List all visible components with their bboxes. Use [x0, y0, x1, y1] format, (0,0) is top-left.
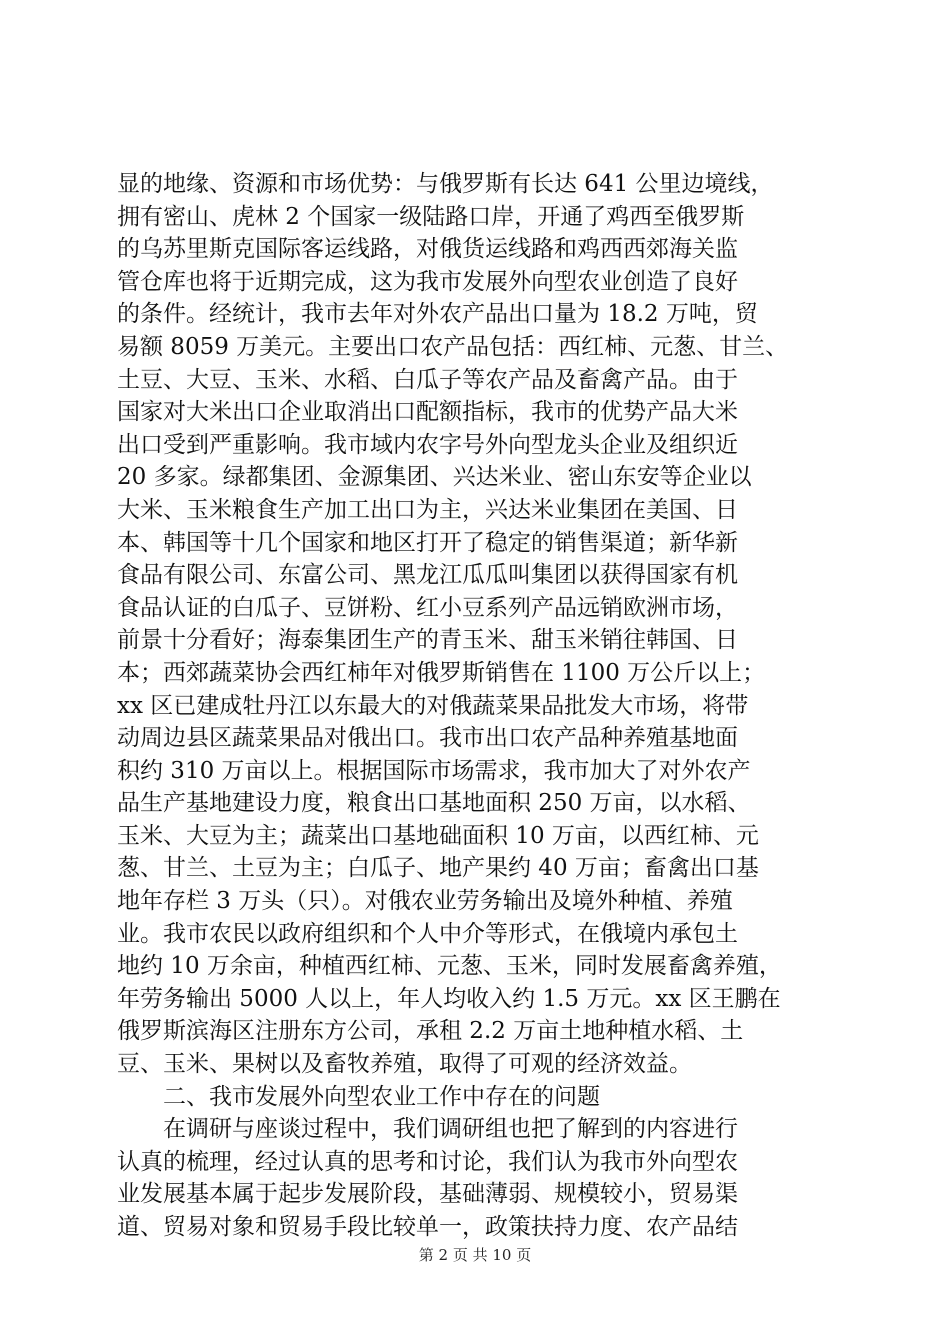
text-line: 本；西郊蔬菜协会西红柿年对俄罗斯销售在 1100 万公斤以上；	[117, 659, 766, 686]
text-line: 土豆、大豆、玉米、水稻、白瓜子等农产品及畜禽产品。由于	[117, 366, 738, 393]
text-line: xx 区已建成牡丹江以东最大的对俄蔬菜果品批发大市场，将带	[117, 692, 749, 719]
text-line: 业。我市农民以政府组织和个人中介等形式，在俄境内承包土	[117, 920, 738, 947]
text-line: 玉米、大豆为主；蔬菜出口基地础面积 10 万亩，以西红柿、元	[117, 822, 759, 849]
text-line: 业发展基本属于起步发展阶段，基础薄弱、规模较小，贸易渠	[117, 1181, 738, 1208]
text-line: 拥有密山、虎林 2 个国家一级陆路口岸，开通了鸡西至俄罗斯	[117, 203, 745, 230]
text-line: 豆、玉米、果树以及畜牧养殖，取得了可观的经济效益。	[117, 1051, 692, 1078]
body-text	[117, 168, 837, 1244]
text-line: 俄罗斯滨海区注册东方公司，承租 2.2 万亩土地种植水稻、土	[117, 1018, 744, 1045]
text-line: 品生产基地建设力度，粮食出口基地面积 250 万亩，以水稻、	[117, 790, 751, 817]
text-line: 食品认证的白瓜子、豆饼粉、红小豆系列产品远销欧洲市场，	[117, 594, 738, 621]
text-line: 易额 8059 万美元。主要出口农产品包括：西红柿、元葱、甘兰、	[117, 333, 789, 360]
text-line: 认真的梳理，经过认真的思考和讨论，我们认为我市外向型农	[117, 1148, 738, 1175]
text-line: 大米、玉米粮食生产加工出口为主，兴达米业集团在美国、日	[117, 496, 738, 523]
section-heading: 二、我市发展外向型农业工作中存在的问题	[163, 1083, 600, 1110]
text-line: 的条件。经统计，我市去年对外农产品出口量为 18.2 万吨，贸	[117, 301, 758, 328]
text-line: 道、贸易对象和贸易手段比较单一，政策扶持力度、农产品结	[117, 1214, 738, 1240]
text-line: 年劳务输出 5000 人以上，年人均收入约 1.5 万元。xx 区王鹏在	[117, 985, 781, 1012]
text-line: 国家对大米出口企业取消出口配额指标，我市的优势产品大米	[117, 399, 738, 426]
text-line: 动周边县区蔬菜果品对俄出口。我市出口农产品种养殖基地面	[117, 725, 738, 752]
text-line: 积约 310 万亩以上。根据国际市场需求，我市加大了对外农产	[117, 757, 751, 784]
text-line: 管仓库也将于近期完成，这为我市发展外向型农业创造了良好	[117, 268, 738, 295]
text-line: 前景十分看好；海泰集团生产的青玉米、甜玉米销往韩国、日	[117, 627, 738, 654]
text-line: 20 多家。绿都集团、金源集团、兴达米业、密山东安等企业以	[117, 464, 752, 491]
text-line: 地年存栏 3 万头（只）。对俄农业劳务输出及境外种植、养殖	[117, 888, 733, 915]
text-line: 葱、甘兰、土豆为主；白瓜子、地产果约 40 万亩；畜禽出口基	[117, 855, 759, 882]
page-number-footer: 第 2 页 共 10 页	[418, 1246, 532, 1264]
text-line: 在调研与座谈过程中，我们调研组也把了解到的内容进行	[163, 1116, 738, 1143]
text-line: 出口受到严重影响。我市域内农字号外向型龙头企业及组织近	[117, 431, 738, 458]
text-line: 本、韩国等十几个国家和地区打开了稳定的销售渠道；新华新	[117, 529, 738, 556]
text-line: 的乌苏里斯克国际客运线路，对俄货运线路和鸡西西郊海关监	[117, 236, 738, 263]
text-line: 地约 10 万余亩，种植西红柿、元葱、玉米，同时发展畜禽养殖，	[117, 953, 782, 980]
text-line: 食品有限公司、东富公司、黑龙江瓜瓜叫集团以获得国家有机	[117, 562, 738, 589]
text-line: 显的地缘、资源和市场优势：与俄罗斯有长达 641 公里边境线，	[117, 171, 774, 197]
